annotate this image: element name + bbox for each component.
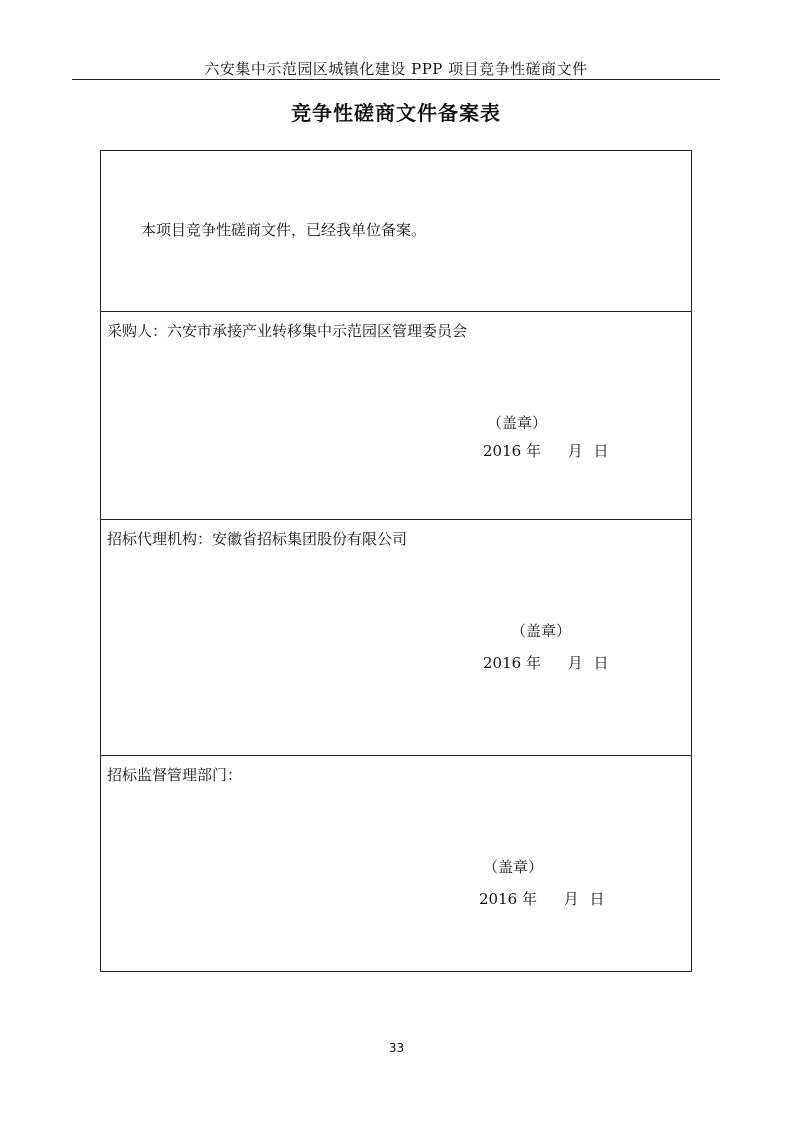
agency-date-month: 月 xyxy=(567,654,583,672)
supervisor-stamp-note: （盖章） xyxy=(483,858,544,876)
statement-section xyxy=(101,151,691,311)
running-header-title: 六安集中示范园区城镇化建设 PPP 项目竞争性磋商文件 xyxy=(204,60,588,78)
purchaser-date-month: 月 xyxy=(567,442,583,460)
supervisor-date xyxy=(479,888,605,909)
supervisor-date-year: 2016 年 xyxy=(479,890,537,908)
page-number: 33 xyxy=(388,1041,405,1055)
agency-date-day: 日 xyxy=(593,654,609,672)
agency-stamp-note: （盖章） xyxy=(511,622,572,640)
supervisor-date-day: 日 xyxy=(589,890,605,908)
header-divider xyxy=(72,79,720,80)
purchaser-stamp-note: （盖章） xyxy=(487,414,548,432)
agency-date-year: 2016 年 xyxy=(483,654,541,672)
purchaser-label: 采购人：六安市承接产业转移集中示范园区管理委员会 xyxy=(107,322,468,340)
supervisor-label: 招标监督管理部门： xyxy=(107,766,243,784)
supervisor-date-month: 月 xyxy=(563,890,579,908)
supervisor-section xyxy=(101,755,691,971)
filing-statement: 本项目竞争性磋商文件，已经我单位备案。 xyxy=(141,221,427,239)
agency-label: 招标代理机构：安徽省招标集团股份有限公司 xyxy=(107,530,408,548)
purchaser-date-year: 2016 年 xyxy=(483,442,541,460)
filing-form-table xyxy=(100,150,692,972)
purchaser-date xyxy=(483,440,609,461)
agency-date xyxy=(483,652,609,673)
purchaser-section xyxy=(101,311,691,519)
document-title: 竞争性磋商文件备案表 xyxy=(291,101,501,125)
purchaser-date-day: 日 xyxy=(593,442,609,460)
agency-section xyxy=(101,519,691,755)
